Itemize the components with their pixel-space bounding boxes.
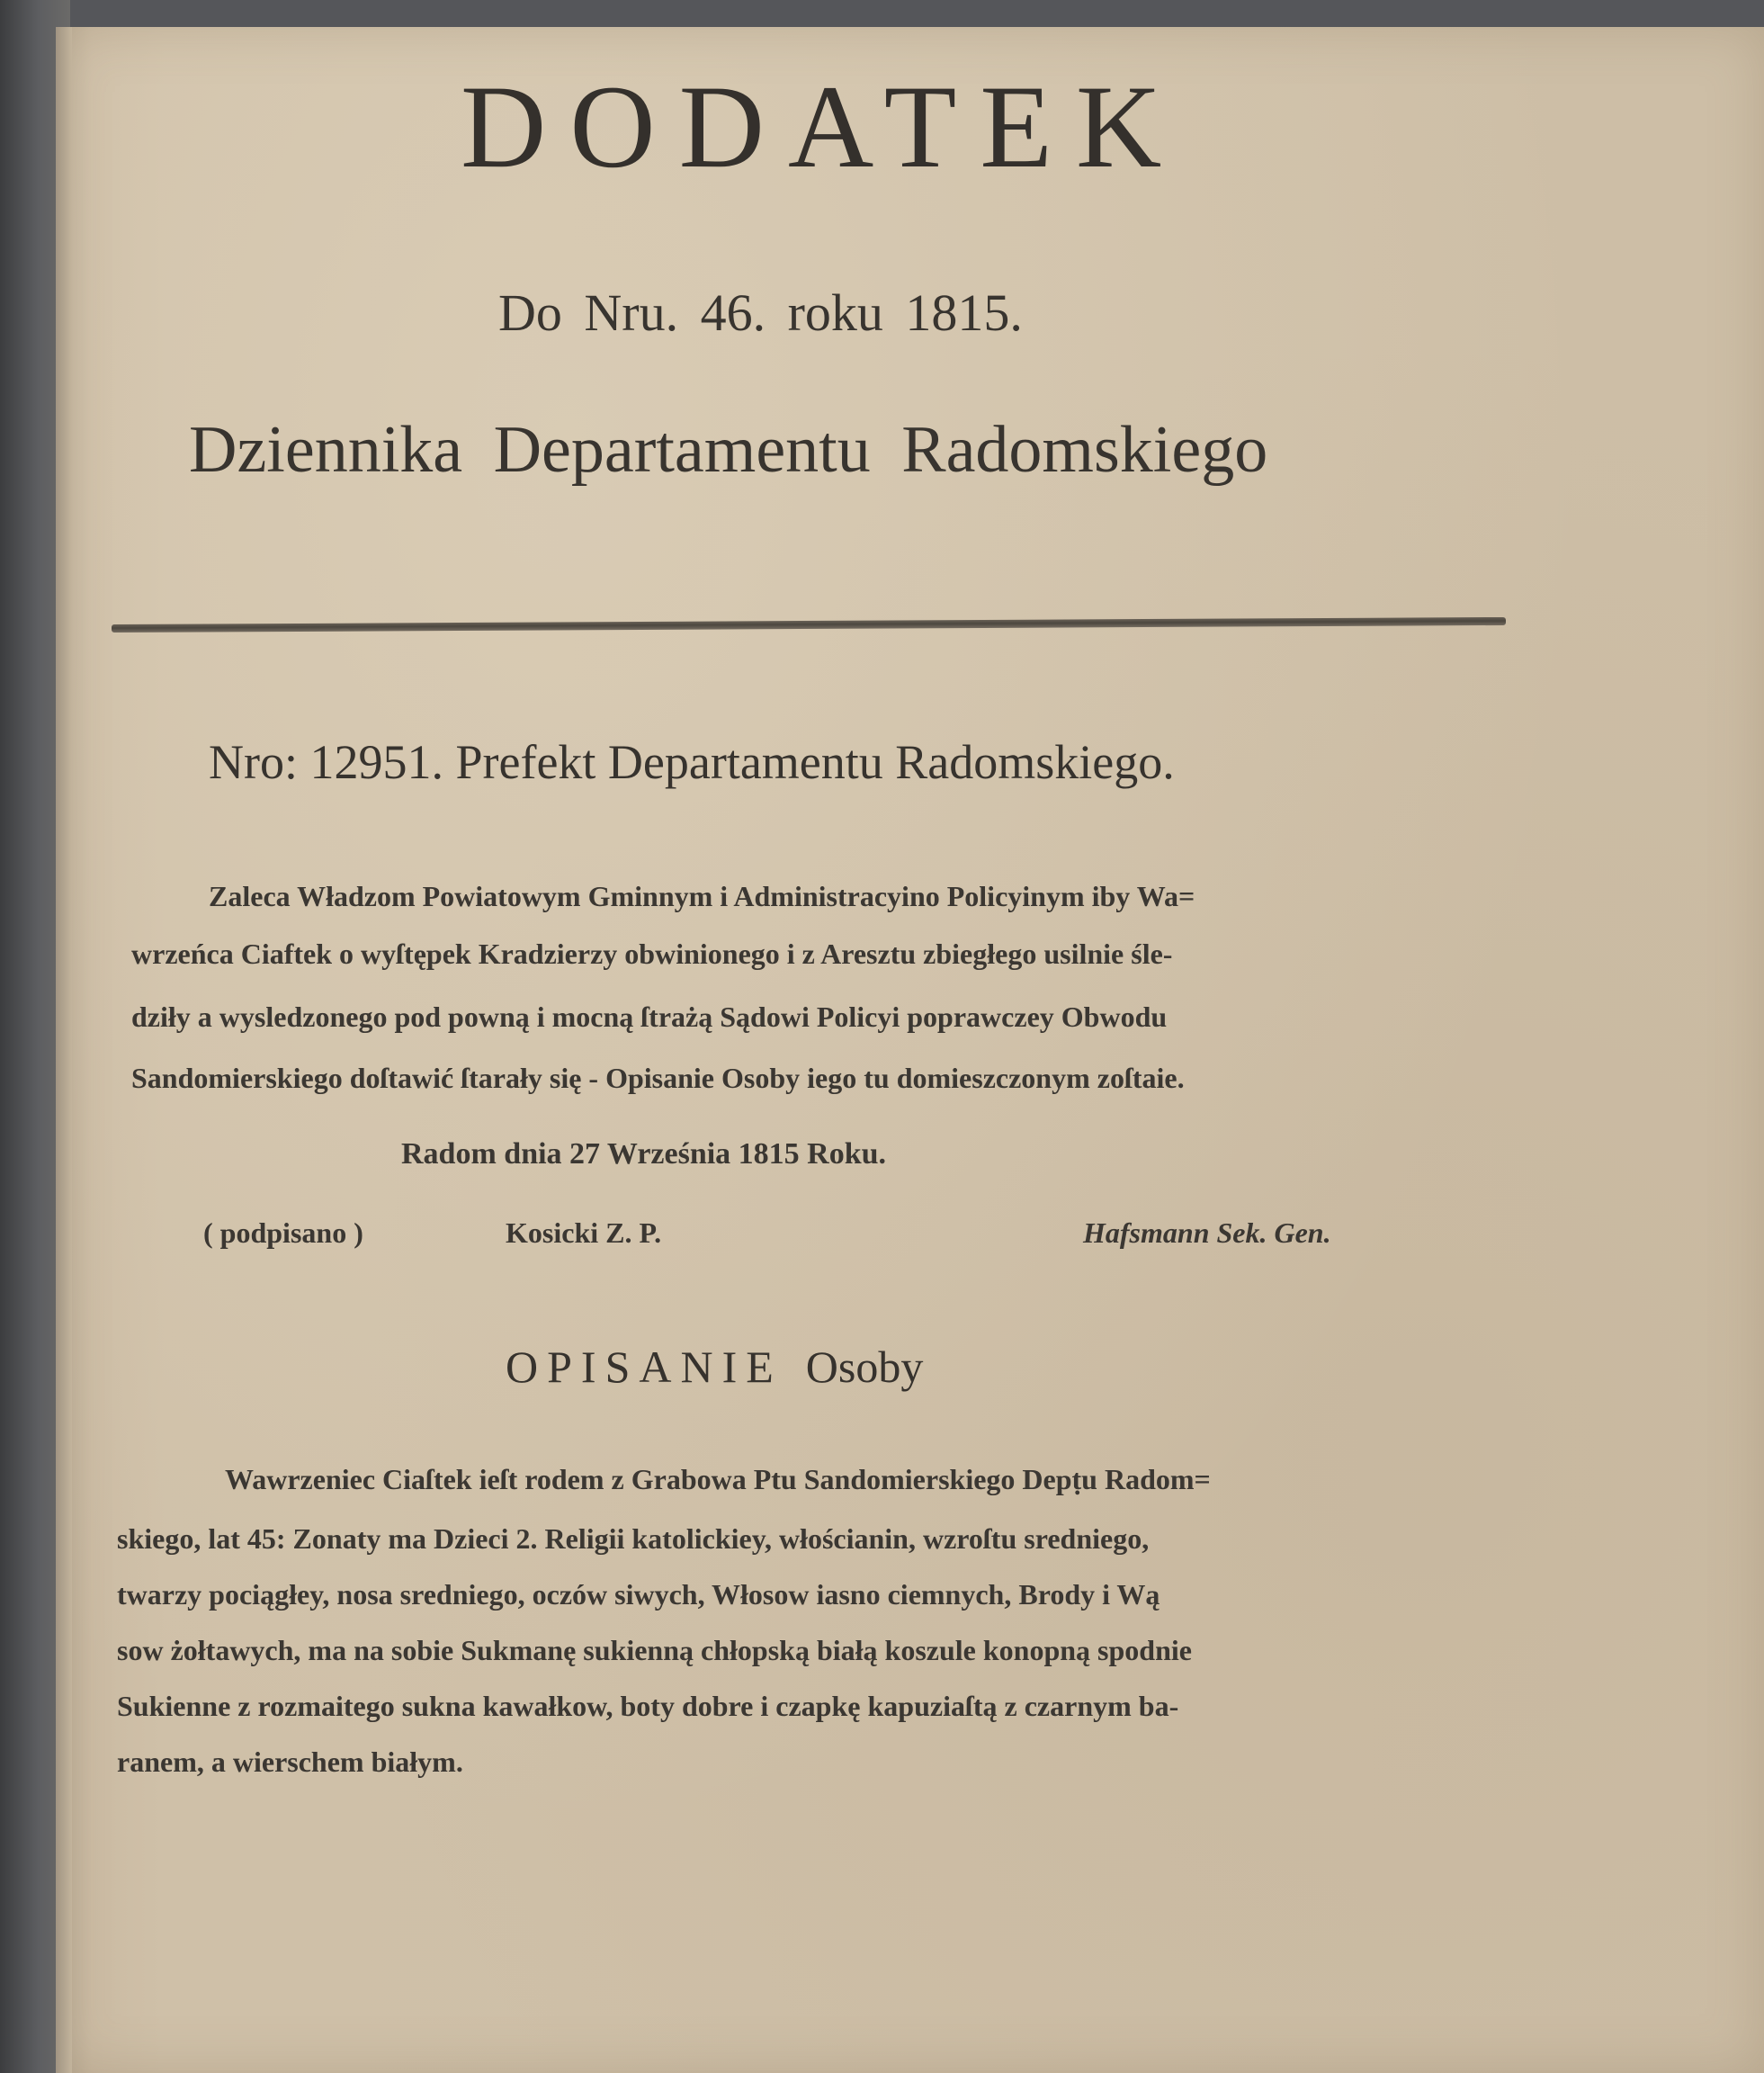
journal-title: Dziennika Departamentu Radomskiego xyxy=(189,413,1268,487)
masthead-title: DODATEK xyxy=(461,60,1186,193)
description-line: skiego, lat 45: Zonaty ma Dzieci 2. Religii katolickiey, włościanin, wzroſtu sredniego, xyxy=(117,1522,1150,1555)
description-line: Sukienne z rozmaitego sukna kawałkow, boty dobre i czapkę kapuziaſtą z czarnym ba- xyxy=(117,1690,1179,1722)
place-date: Radom dnia 27 Września 1815 Roku. xyxy=(401,1137,887,1171)
decree-line: Sandomierskiego doſtawić ſtarały się - Opisanie Osoby iego tu domieszczonym zoſtaie. xyxy=(131,1062,1185,1094)
description-line: ranem, a wierschem białym. xyxy=(117,1745,463,1778)
description-line: sow żołtawych, ma na sobie Sukmanę sukienną chłopską białą koszule konopną spodnie xyxy=(117,1634,1192,1666)
signature-label: ( podpisano ) xyxy=(203,1216,363,1249)
section-title-second: Osoby xyxy=(805,1342,924,1392)
decree-line: wrzeńca Ciaftek o wyſtępek Kradzierzy obwinionego i z Aresztu zbiegłego usilnie śle- xyxy=(131,938,1173,970)
description-line: Wawrzeniec Ciaſtek ieſt rodem z Grabowa Ptu Sandomierskiego Depṭu Radom= xyxy=(225,1463,1211,1495)
decree-line: dziły a wysledzonego pod powną i mocną ſtrażą Sądowi Policyi poprawczey Obwodu xyxy=(131,1001,1168,1033)
decree-line: Zaleca Władzom Powiatowym Gminnym i Administracyino Policyinym iby Wa= xyxy=(209,880,1195,912)
signature-secretary: Hafsmann Sek. Gen. xyxy=(1083,1216,1331,1249)
signature-prefect: Kosicki Z. P. xyxy=(506,1216,662,1249)
section-title xyxy=(506,1341,923,1393)
decree-heading: Nro: 12951. Prefekt Departamentu Radomskiego. xyxy=(209,735,1175,789)
issue-line: Do Nru. 46. roku 1815. xyxy=(498,283,1023,342)
page-edge xyxy=(56,27,72,2073)
section-title-main: OPISANIE xyxy=(506,1342,783,1392)
description-line: twarzy pociągłey, nosa sredniego, oczów siwych, Włosow iasno ciemnych, Brody i Wą xyxy=(117,1578,1160,1611)
